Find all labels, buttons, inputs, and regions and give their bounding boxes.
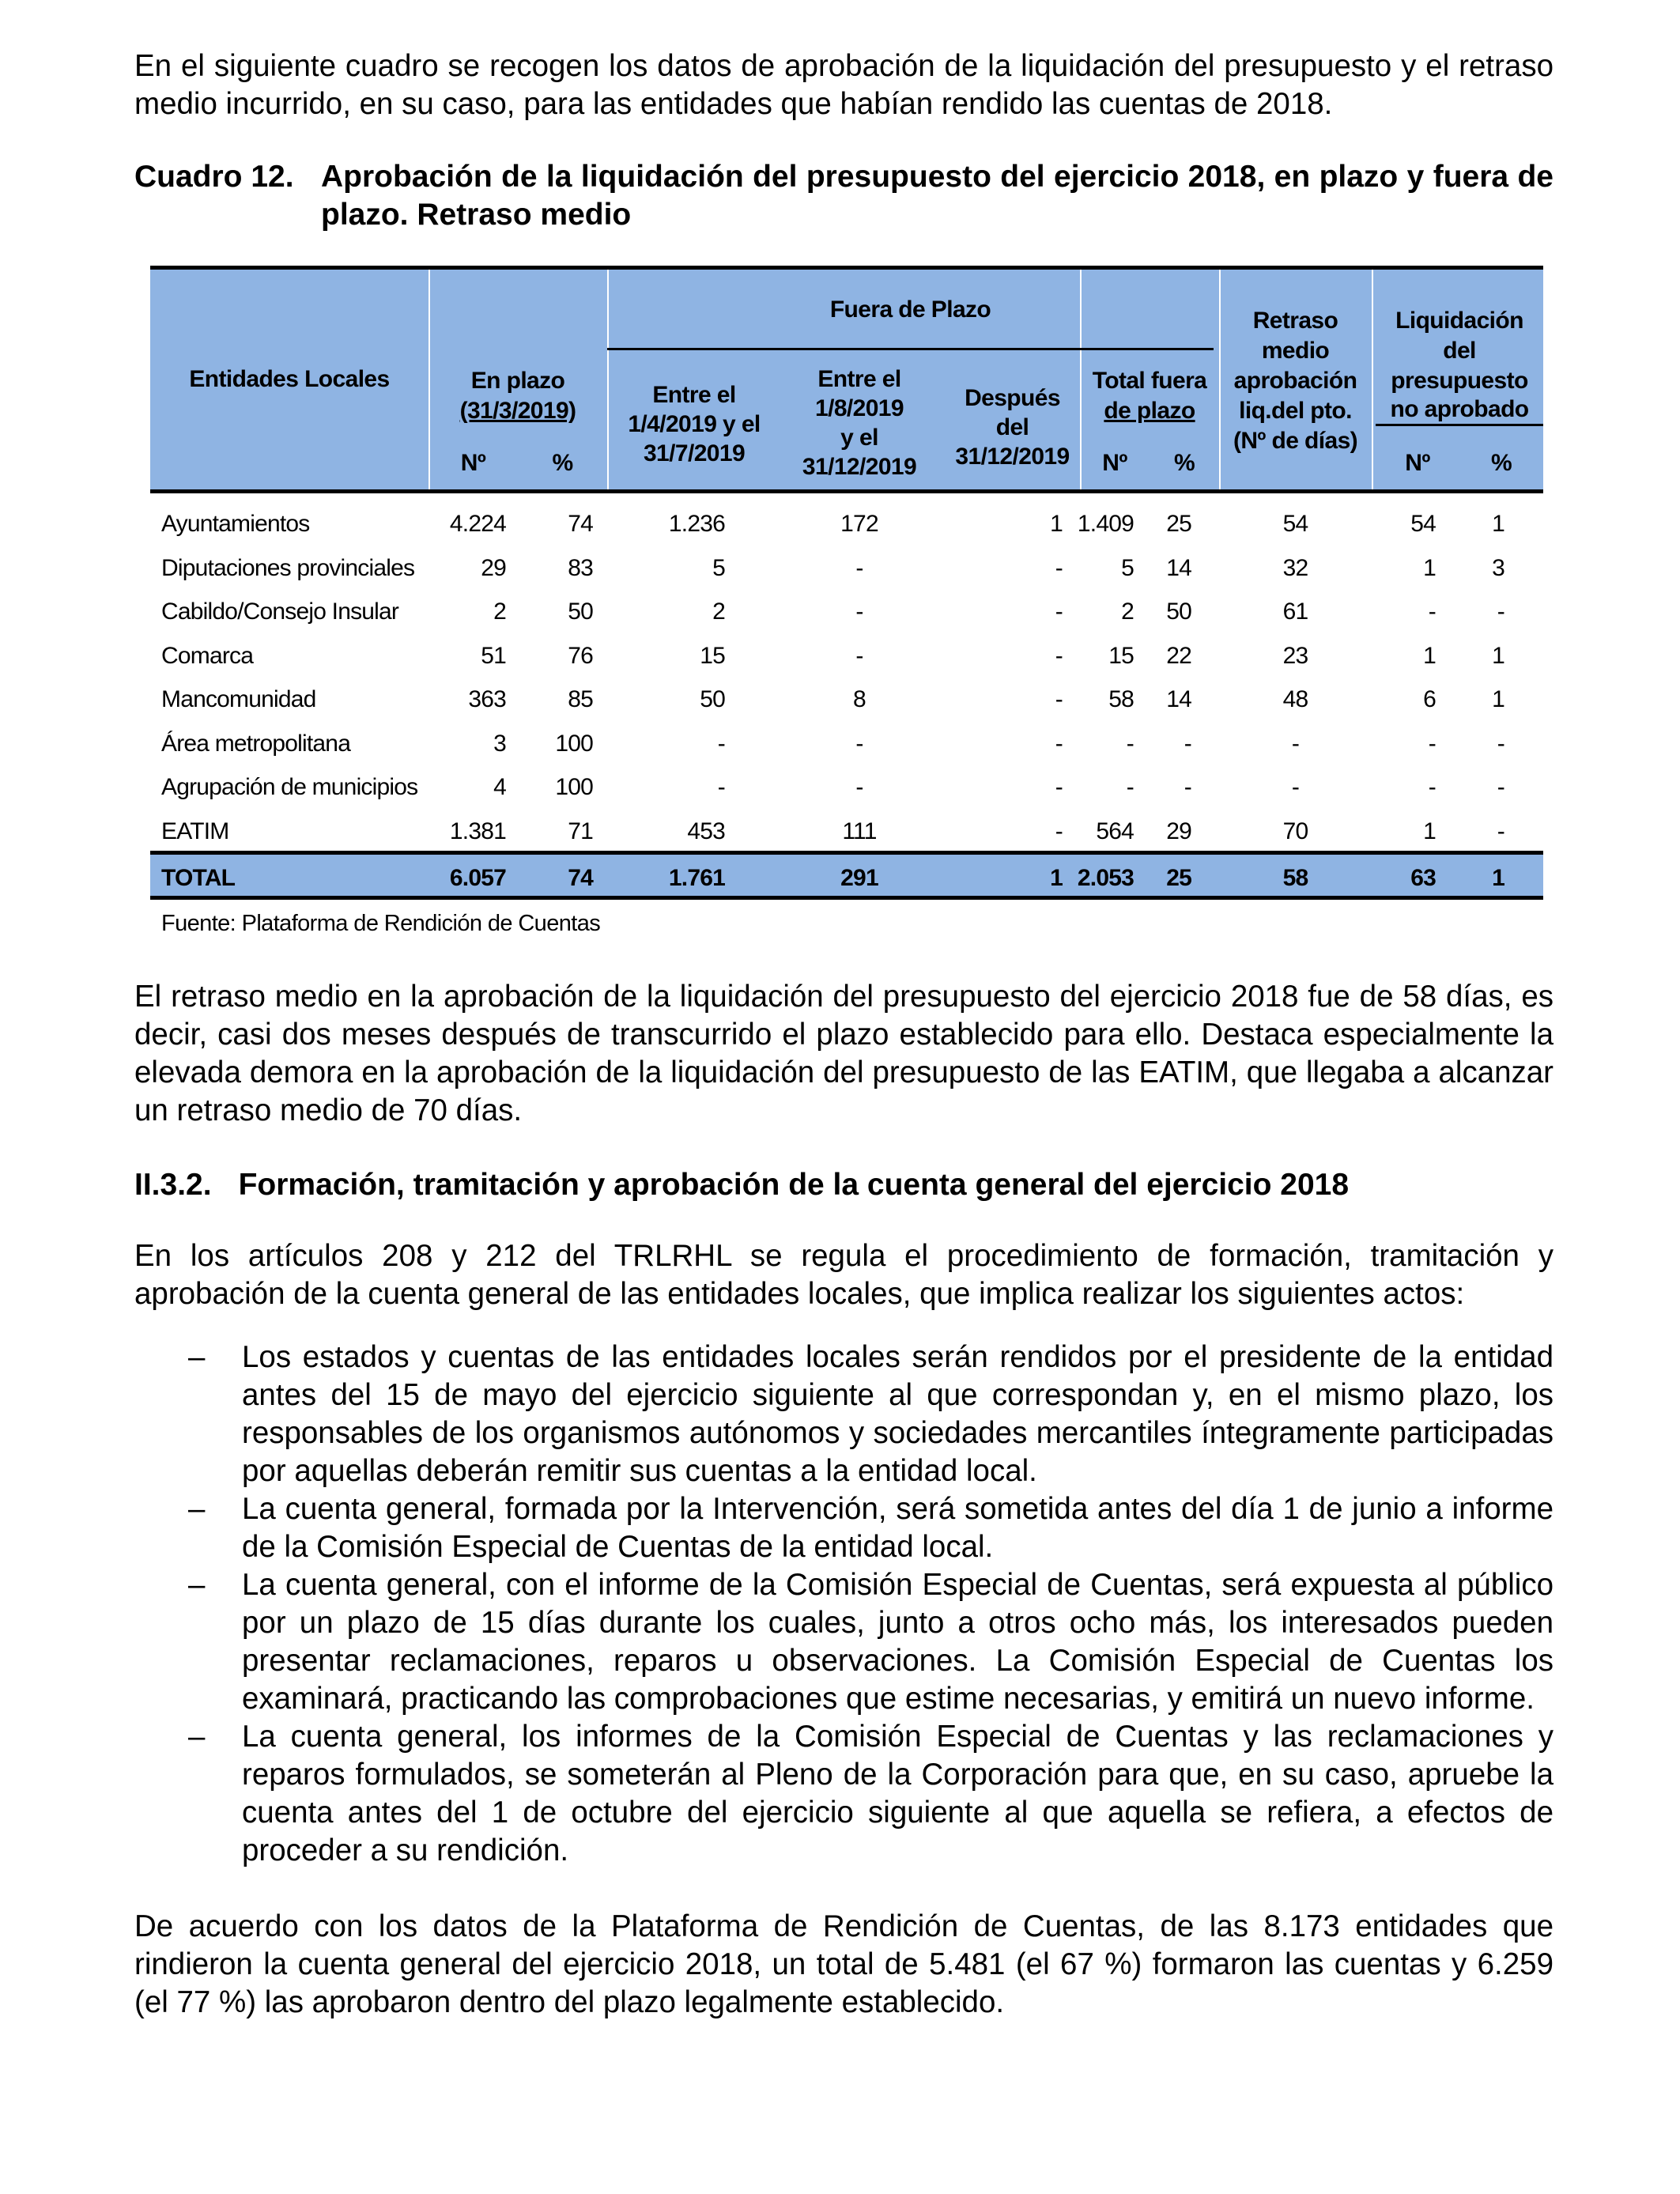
row-label: EATIM	[161, 818, 229, 844]
header-despues-line3: 31/12/2019	[955, 444, 1070, 470]
total-despues: 1	[1050, 865, 1063, 891]
cell-d: -	[1055, 599, 1063, 625]
cell-r: 61	[1282, 599, 1308, 625]
total-en-plazo-n: 6.057	[449, 865, 506, 891]
dash-bullet: –	[188, 1720, 206, 1754]
cell-e2: -	[855, 730, 863, 757]
cell-ln: 54	[1410, 511, 1436, 537]
cell-e1: 1.236	[668, 511, 725, 537]
total-entre2: 291	[840, 865, 878, 891]
row-label: Mancomunidad	[161, 686, 316, 712]
table-row	[150, 500, 1543, 544]
cell-e2: 8	[853, 686, 866, 712]
cell-n: 29	[481, 554, 506, 581]
row-label: Área metropolitana	[161, 730, 351, 757]
cell-tn: -	[1126, 730, 1134, 757]
cell-r: 54	[1282, 511, 1308, 537]
dash-bullet: –	[188, 1568, 206, 1602]
header-liq-line3: presupuesto	[1391, 368, 1528, 394]
cell-lp: 1	[1492, 686, 1504, 712]
cell-tn: 5	[1121, 554, 1134, 581]
cell-tp: -	[1184, 774, 1191, 800]
cell-ln: 1	[1423, 818, 1436, 844]
cell-n: 4.224	[449, 511, 506, 537]
delay-paragraph: El retraso medio en la aprobación de la liquidación del presupuesto del ejercicio 2018 fue de 58 días, es decir, casi dos meses después de transcurrido el plazo establecido para ello. Destaca especialmente la elevada demora en la aprobación de la liquidación del presupuesto de las EATIM, que llegaba a alcanzar un retraso medio de 70 días.	[134, 980, 1554, 1127]
header-en-plazo-date: (31/3/2019)	[459, 398, 576, 424]
cell-e1: 15	[700, 642, 725, 669]
row-label: Agrupación de municipios	[161, 774, 418, 800]
list-item	[134, 1490, 1554, 1566]
cell-d: 1	[1050, 511, 1063, 537]
table-total-row	[150, 851, 1543, 900]
total-retraso: 58	[1282, 865, 1308, 891]
header-total-fuera-line2: de plazo	[1104, 398, 1195, 424]
cell-tp: 25	[1166, 511, 1191, 537]
procedure-paragraph: En los artículos 208 y 212 del TRLRHL se regula el procedimiento de formación, tramitación y aprobación de la cuenta general de las entidades locales, que implica realizar los siguientes actos:	[134, 1239, 1554, 1311]
header-entre2-line3: y el	[840, 425, 878, 451]
cell-d: -	[1055, 818, 1063, 844]
list-item	[134, 1339, 1554, 1490]
cell-e2: -	[855, 642, 863, 669]
header-retraso-line2: medio	[1261, 338, 1330, 364]
header-entre2-line1: Entre el	[817, 366, 901, 392]
table-row	[150, 632, 1543, 676]
cell-ln: 1	[1423, 642, 1436, 669]
cell-tn: 564	[1096, 818, 1134, 844]
cell-pct: 85	[568, 686, 593, 712]
header-retraso-line4: liq.del pto.	[1239, 398, 1352, 424]
header-en-plazo-n: Nº	[460, 450, 486, 476]
header-liq-line4: no aprobado	[1390, 396, 1529, 422]
cell-e1: 2	[712, 599, 725, 625]
cell-ln: 1	[1423, 554, 1436, 581]
header-entre1: Entre el 1/4/2019 y el 31/7/2019	[628, 382, 761, 466]
cell-e2: -	[855, 554, 863, 581]
list-item-text: La cuenta general, con el informe de la Comisión Especial de Cuentas, será expuesta al público por un plazo de 15 días durante los cuales, junto a otros ocho más, los interesados pueden presentar reclamaciones, reparos u observaciones. La Comisión Especial de Cuentas los examinará, practicando las comprobaciones que estime necesarias, y emitirá un nuevo informe.	[242, 1568, 1554, 1716]
caption-number: Cuadro 12.	[134, 160, 294, 194]
header-retraso-line1: Retraso	[1252, 308, 1338, 334]
cell-e1: -	[717, 774, 725, 800]
cell-tn: 2	[1121, 599, 1134, 625]
cell-pct: 71	[568, 818, 593, 844]
header-liq-n: Nº	[1405, 450, 1430, 476]
cell-r: -	[1291, 730, 1300, 757]
section-number: II.3.2.	[134, 1168, 212, 1202]
cell-tp: 14	[1166, 554, 1191, 581]
cell-r: 48	[1282, 686, 1308, 712]
conclusion-paragraph: De acuerdo con los datos de la Plataforma de Rendición de Cuentas, de las 8.173 entidades que rindieron la cuenta general del ejercicio 2018, un total de 5.481 (el 67 %) formaron las cuentas y 6.259 (el 77 %) las aprobaron dentro del plazo legalmente establecido.	[134, 1909, 1554, 2019]
header-despues-line1: Después	[965, 385, 1060, 411]
cell-lp: 3	[1492, 554, 1504, 581]
table-row	[150, 807, 1543, 852]
cell-tp: 22	[1166, 642, 1191, 669]
total-fuera-pct: 25	[1166, 865, 1191, 891]
cell-e2: -	[855, 599, 863, 625]
cell-tp: 50	[1166, 599, 1191, 625]
header-total-fuera-line1: Total fuera	[1092, 368, 1207, 394]
table-source: Fuente: Plataforma de Rendición de Cuentas	[161, 911, 601, 936]
intro-paragraph: En el siguiente cuadro se recogen los datos de aprobación de la liquidación del presupuesto y el retraso medio incurrido, en su caso, para las entidades que habían rendido las cuentas de 2018.	[134, 49, 1554, 121]
cell-pct: 50	[568, 599, 593, 625]
cell-r: 32	[1282, 554, 1308, 581]
cell-pct: 83	[568, 554, 593, 581]
total-label: TOTAL	[161, 865, 236, 891]
cell-n: 363	[468, 686, 506, 712]
total-en-plazo-pct: 74	[568, 865, 593, 891]
cell-tp: 14	[1166, 686, 1191, 712]
cell-tn: 1.409	[1077, 511, 1134, 537]
budget-approval-table	[150, 266, 1543, 937]
cell-lp: -	[1497, 818, 1504, 844]
table-row	[150, 587, 1543, 632]
header-entre2-line2: 1/8/2019	[815, 395, 904, 421]
cell-lp: -	[1497, 599, 1504, 625]
list-item-text: La cuenta general, formada por la Intervención, será sometida antes del día 1 de junio a informe de la Comisión Especial de Cuentas de la entidad local.	[242, 1492, 1554, 1564]
header-liq-line2: del	[1443, 338, 1476, 364]
section-title: Formación, tramitación y aprobación de la cuenta general del ejercicio 2018	[238, 1168, 1350, 1202]
dash-bullet: –	[188, 1340, 206, 1374]
row-label: Comarca	[161, 642, 254, 669]
cell-d: -	[1055, 774, 1063, 800]
cell-e2: -	[855, 774, 863, 800]
cell-e2: 172	[840, 511, 878, 537]
list-item-text: La cuenta general, los informes de la Comisión Especial de Cuentas y las reclamaciones y reparos formulados, se someterán al Pleno de la Corporación para que, en su caso, apruebe la cuenta antes del 1 de octubre del ejercicio siguiente al que aquella se refiera, a efectos de proceder a su rendición.	[242, 1720, 1554, 1867]
header-despues-line2: del	[995, 414, 1029, 440]
list-item	[134, 1566, 1554, 1718]
cell-lp: -	[1497, 730, 1504, 757]
cell-d: -	[1055, 554, 1063, 581]
cell-ln: -	[1428, 730, 1436, 757]
header-en-plazo: En plazo	[470, 368, 565, 394]
header-fuera-de-plazo: Fuera de Plazo	[829, 296, 991, 323]
cell-tn: 15	[1108, 642, 1134, 669]
table-body	[150, 493, 1543, 851]
cell-e2: 111	[842, 818, 877, 844]
cell-lp: 1	[1492, 511, 1504, 537]
cell-pct: 76	[568, 642, 593, 669]
cell-ln: -	[1428, 599, 1436, 625]
cell-e1: 50	[700, 686, 725, 712]
total-entre1: 1.761	[668, 865, 725, 891]
cell-r: 70	[1282, 818, 1308, 844]
table-header	[150, 266, 1543, 493]
section-heading	[134, 1168, 1554, 1203]
cell-lp: -	[1497, 774, 1504, 800]
total-liq-n: 63	[1410, 865, 1436, 891]
table-row	[150, 763, 1543, 807]
list-item-text: Los estados y cuentas de las entidades locales serán rendidos por el presidente de la entidad antes del 15 de mayo del ejercicio siguiente al que correspondan y, en el mismo plazo, los responsables de los organismos autónomos y sociedades mercantiles íntegramente participadas por aquellas deberán remitir sus cuentas a la entidad local.	[242, 1340, 1554, 1488]
document-page	[134, 47, 1554, 2019]
cell-n: 51	[481, 642, 506, 669]
cell-r: -	[1291, 774, 1300, 800]
header-en-plazo-pct: %	[552, 450, 573, 476]
cell-e1: 453	[687, 818, 725, 844]
cell-ln: 6	[1423, 686, 1436, 712]
cell-pct: 100	[555, 774, 593, 800]
row-label: Cabildo/Consejo Insular	[161, 599, 399, 625]
cell-ln: -	[1428, 774, 1436, 800]
list-item	[134, 1718, 1554, 1870]
row-label: Diputaciones provinciales	[161, 554, 415, 581]
total-fuera-n: 2.053	[1077, 865, 1134, 891]
table-row	[150, 544, 1543, 588]
cell-r: 23	[1282, 642, 1308, 669]
cell-tn: -	[1126, 774, 1134, 800]
header-entre2-line4: 31/12/2019	[802, 454, 917, 480]
row-label: Ayuntamientos	[161, 511, 310, 537]
cell-pct: 74	[568, 511, 593, 537]
table-row	[150, 719, 1543, 764]
header-retraso-line5: (Nº de días)	[1233, 428, 1358, 454]
cell-tn: 58	[1108, 686, 1134, 712]
total-liq-pct: 1	[1492, 865, 1504, 891]
cell-tp: -	[1184, 730, 1191, 757]
cell-n: 3	[493, 730, 506, 757]
cell-pct: 100	[555, 730, 593, 757]
table-row	[150, 675, 1543, 719]
cell-e1: 5	[712, 554, 725, 581]
cell-e1: -	[717, 730, 725, 757]
cell-n: 4	[493, 774, 506, 800]
header-entidades: Entidades Locales	[189, 366, 390, 392]
cell-d: -	[1055, 730, 1063, 757]
cell-d: -	[1055, 642, 1063, 669]
header-total-fuera-n: Nº	[1102, 450, 1127, 476]
header-liq-pct: %	[1490, 450, 1512, 476]
header-total-fuera-pct: %	[1173, 450, 1195, 476]
dash-bullet: –	[188, 1492, 206, 1526]
header-liq-line1: Liquidación	[1395, 308, 1523, 334]
caption-title: Aprobación de la liquidación del presupuesto del ejercicio 2018, en plazo y fuera de plazo. Retraso medio	[321, 160, 1554, 232]
cell-n: 1.381	[449, 818, 506, 844]
cell-lp: 1	[1492, 642, 1504, 669]
procedure-list	[134, 1339, 1554, 1870]
cell-d: -	[1055, 686, 1063, 712]
cell-n: 2	[493, 599, 506, 625]
cell-tp: 29	[1166, 818, 1191, 844]
header-retraso-line3: aprobación	[1233, 368, 1357, 394]
